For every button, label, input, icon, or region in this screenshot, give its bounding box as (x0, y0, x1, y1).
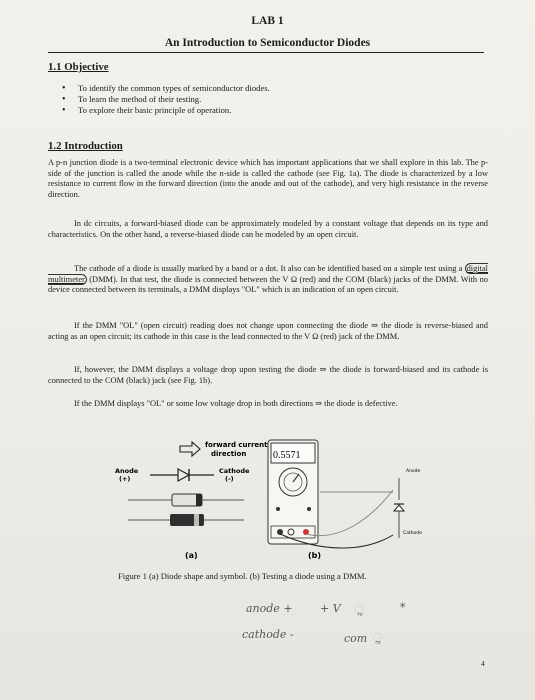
intro-paragraph-5: If, however, the DMM displays a voltage drop upon testing the diode ⇒ the diode is forward-biased and its cathode is connected to the COM (black) jack (see Fig. 1b). (48, 365, 488, 385)
handwritten-star-icon: * (400, 601, 406, 614)
figure-1 (108, 430, 438, 570)
handwritten-cathode: cathode - (242, 628, 294, 641)
intro-paragraph-3-end: (DMM). In that test, the diode is connected between the V Ω (red) and the COM (black) jacks of the DMM. With no device connected between its terminals, a DMM displays "OL" which is an indication of an open circuit. (48, 274, 488, 295)
forward-current-label: forward current (205, 441, 268, 449)
direction-label: direction (211, 450, 247, 458)
diode-body-icon (128, 494, 244, 506)
document-title: An Introduction to Semiconductor Diodes (164, 37, 371, 49)
figure-label-a: (a) (185, 551, 198, 560)
handwritten-com: com (344, 632, 368, 645)
page-number: 4 (481, 659, 485, 668)
cathode-label: Cathode (219, 467, 250, 475)
cathode-sign: (-) (225, 475, 234, 483)
objective-item: • To learn the method of their testing. (60, 94, 460, 105)
introduction-heading: 1.2 Introduction (48, 140, 123, 152)
intro-paragraph-3 (48, 264, 488, 296)
dmm-cathode-tag: Cathode (403, 531, 422, 536)
forward-arrow-icon (180, 442, 200, 456)
handwritten-mark-2-icon: ૢ (372, 631, 381, 644)
dmm-reading: 0.5571 (273, 450, 301, 461)
highlighted-term: digital multimeter (48, 264, 488, 284)
figure-label-b: (b) (308, 551, 322, 560)
anode-sign: (+) (119, 475, 131, 483)
intro-paragraph-6: If the DMM displays "OL" or some low voltage drop in both directions ⇒ the diode is defective. (74, 399, 398, 408)
handwritten-positive-v: + V (320, 602, 341, 615)
diode-body-dark-icon (128, 514, 244, 526)
intro-paragraph-3-start: The cathode of a diode is usually marked by a band or a dot. It also can be identified based on a simple test using a (74, 264, 465, 273)
lab-number: LAB 1 (251, 15, 284, 27)
intro-paragraph-1: A p-n junction diode is a two-terminal electronic device which has important applications that we shall explore in this lab. The p-side of the junction is called the anode while the n-side is called the cathode (see Fig. 1a). The diode is characterized by a low resistance to current flow in the forward direction (into the anode and out of the cathode), and very high resistance in the reverse direction. (48, 158, 488, 199)
objective-item: • To explore their basic principle of operation. (60, 105, 460, 116)
handwritten-anode: anode + (246, 602, 293, 615)
title-rule (48, 52, 484, 53)
objective-item: • To identify the common types of semiconductor diodes. (60, 83, 460, 94)
intro-paragraph-4: If the DMM "OL" (open circuit) reading does not change upon connecting the diode ⇒ the diode is reverse-biased and acting as an open circuit; its cathode in this case is the lead connected to the V Ω (red) jack of the DMM. (48, 321, 488, 341)
objective-heading: 1.1 Objective (48, 61, 109, 73)
dmm-anode-tag: Anode (406, 469, 421, 474)
diode-symbol-icon (150, 469, 214, 481)
anode-label: Anode (115, 467, 139, 475)
intro-paragraph-2: In dc circuits, a forward-biased diode can be approximately modeled by a constant voltage that depends on its type and characteristics. On the other hand, a reverse-biased diode can be modeled by an open circuit. (48, 219, 488, 239)
handwritten-mark-1-icon: ૢ (354, 603, 363, 616)
diode-vertical-icon (394, 478, 404, 538)
objective-list (60, 83, 460, 117)
figure-caption: Figure 1 (a) Diode shape and symbol. (b) Testing a diode using a DMM. (118, 571, 367, 581)
